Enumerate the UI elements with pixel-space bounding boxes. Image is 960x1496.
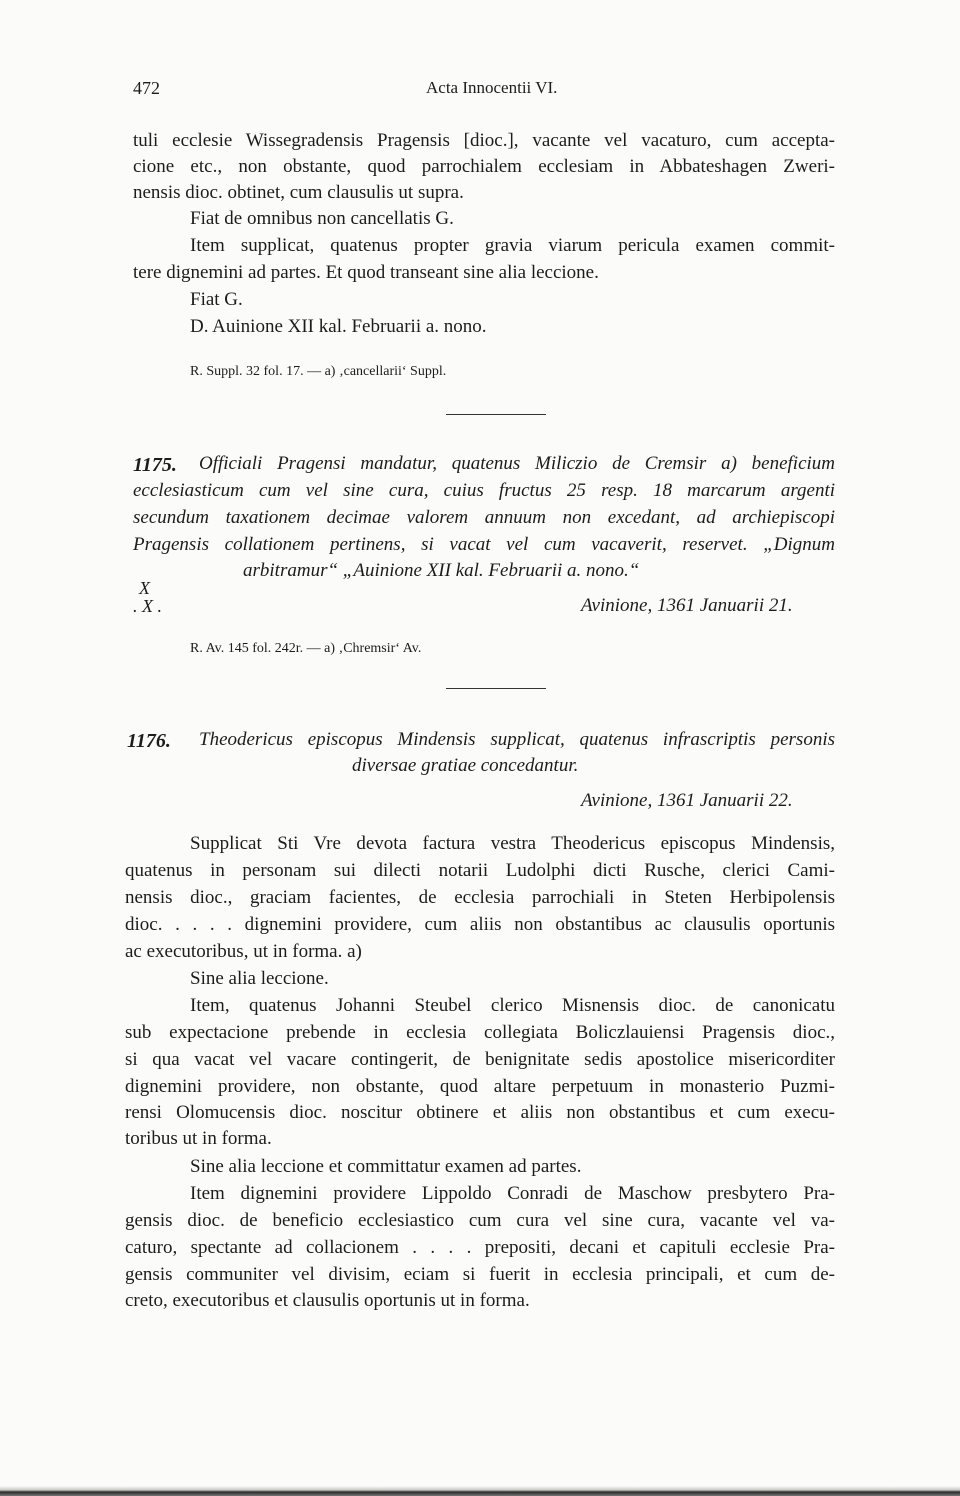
entry-number: 1175. — [133, 454, 177, 476]
body-line: creto, executoribus et clausulis oportunis ut in forma. — [125, 1290, 530, 1311]
scan-edge — [0, 1486, 960, 1496]
body-line: Sine alia leccione et committatur examen ad partes. — [190, 1156, 582, 1177]
entry-summary-line: arbitramur“ „Auinione XII kal. Februarii a. nono.“ — [243, 560, 640, 581]
source-note: R. Av. 145 fol. 242r. — a) ‚Chremsir‘ Av. — [190, 641, 422, 656]
entry-summary-line: secundum taxationem decimae valorem annuum non excedant, ad archiepiscopi — [133, 507, 835, 528]
body-line: Item dignemini providere Lippoldo Conradi de Maschow presbytero Pra- — [190, 1183, 835, 1204]
text-line: Item supplicat, quatenus propter gravia viarum pericula examen commit- — [190, 235, 835, 256]
entry-summary-line: Pragensis collationem pertinens, si vacat vel cum vacaverit, reservet. „Dignum — [133, 534, 835, 555]
body-line: Item, quatenus Johanni Steubel clerico Misnensis dioc. de canonicatu — [190, 995, 835, 1016]
body-line: toribus ut in forma. — [125, 1128, 272, 1149]
body-line: nensis dioc., graciam facientes, de ecclesia parrochiali in Steten Herbipolensis — [125, 887, 835, 908]
body-line: dignemini providere, non obstante, quod altare perpetuum in monasterio Puzmi- — [125, 1076, 835, 1097]
entry-title: Theodericus episcopus Mindensis supplicat, quatenus infrascriptis personis — [199, 729, 835, 750]
body-line: ac executoribus, ut in forma. a) — [125, 941, 362, 962]
body-line: rensi Olomucensis dioc. noscitur obtinere et aliis non obstantibus et cum execu- — [125, 1102, 835, 1123]
text-line: Fiat G. — [190, 289, 243, 310]
text-line: tuli ecclesie Wissegradensis Pragensis [dioc.], vacante vel vacaturo, cum accepta- — [133, 130, 835, 151]
body-line: gensis communiter vel divisim, eciam si fuerit in ecclesia principali, et cum de- — [125, 1264, 835, 1285]
running-title: Acta Innocentii VI. — [426, 78, 558, 97]
section-divider — [446, 414, 546, 415]
body-line: gensis dioc. de beneficio ecclesiastico cum cura vel sine cura, vacante vel va- — [125, 1210, 835, 1231]
text-line: D. Auinione XII kal. Februarii a. nono. — [190, 316, 487, 337]
text-line: cione etc., non obstante, quod parrochialem ecclesiam in Abbateshagen Zweri- — [133, 156, 835, 177]
text-line: Fiat de omnibus non cancellatis G. — [190, 208, 454, 229]
body-line: Supplicat Sti Vre devota factura vestra Theodericus episcopus Mindensis, — [190, 833, 835, 854]
entry-date: Avinione, 1361 Januarii 21. — [581, 595, 793, 616]
source-note: R. Suppl. 32 fol. 17. — a) ‚cancellarii‘ Suppl. — [190, 364, 447, 379]
text-line: tere dignemini ad partes. Et quod transeant sine alia leccione. — [133, 262, 599, 283]
section-divider — [446, 688, 546, 689]
body-line: quatenus in personam sui dilecti notarii Ludolphi dicti Rusche, clerici Cami- — [125, 860, 835, 881]
entry-summary-line: ecclesiasticum cum vel sine cura, cuius fructus 25 resp. 18 marcarum argenti — [133, 480, 835, 501]
body-line: Sine alia leccione. — [190, 968, 329, 989]
body-line: si qua vacat vel vacare contingerit, de benignitate sedis apostolice misericorditer — [125, 1049, 835, 1070]
body-line: caturo, spectante ad collacionem . . . . prepositi, decani et capituli ecclesie Pra- — [125, 1237, 835, 1258]
margin-mark: . X . — [133, 596, 162, 616]
page-number: 472 — [133, 78, 160, 98]
entry-summary-line: Officiali Pragensi mandatur, quatenus Miliczio de Cremsir a) beneficium — [199, 453, 835, 474]
body-line: dioc. . . . . dignemini providere, cum aliis non obstantibus ac clausulis oportunis — [125, 914, 835, 935]
entry-title: diversae gratiae concedantur. — [352, 755, 579, 776]
entry-number: 1176. — [127, 730, 171, 752]
entry-date: Avinione, 1361 Januarii 22. — [581, 790, 793, 811]
text-line: nensis dioc. obtinet, cum clausulis ut supra. — [133, 182, 464, 203]
margin-mark: X — [139, 578, 150, 598]
body-line: sub expectacione prebende in ecclesia collegiata Boliczlauiensi Pragensis dioc., — [125, 1022, 835, 1043]
